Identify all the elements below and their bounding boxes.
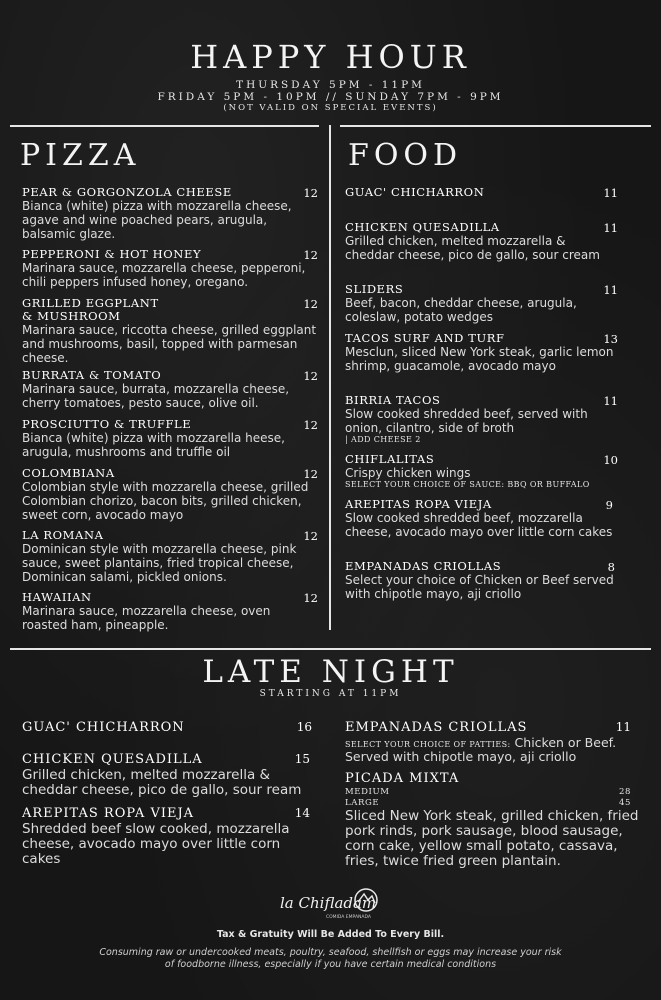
late-night-item-name: GUAC' CHICHARRON — [22, 720, 185, 735]
logo-icon — [278, 886, 382, 922]
food-item-addon: | ADD CHEESE 2 — [345, 435, 421, 444]
picada-size-label: LARGE — [345, 798, 380, 808]
late-night-item-name: EMPANADAS CRIOLLAS — [345, 720, 528, 735]
late-night-item-name: PICADA MIXTA — [345, 771, 460, 786]
pizza-section-title: PIZZA — [20, 138, 141, 173]
food-item-price: 11 — [603, 186, 618, 200]
food-item — [345, 498, 613, 539]
food-item-name: CHIFLALITAS — [345, 452, 435, 466]
food-safety-warning-line1: Consuming raw or undercooked meats, poultry, seafood, shellfish or eggs may increase your risk — [99, 947, 562, 958]
logo-tagline: COMIDA EMPANADA — [326, 915, 371, 920]
late-night-item — [22, 806, 310, 867]
food-item — [345, 560, 615, 601]
pizza-item-desc: Dominican style with mozzarella cheese, pink sauce, sweet plantains, fried tropical cheese, Dominican salami, pickled onions. — [22, 542, 297, 584]
food-item — [345, 283, 618, 324]
food-item-desc: Grilled chicken, melted mozzarella & cheddar cheese, pico de gallo, sour cream — [345, 234, 600, 262]
pizza-item-price: 12 — [303, 248, 318, 262]
pizza-item-name: BURRATA & TOMATO — [22, 368, 162, 382]
late-night-item-name: CHICKEN QUESADILLA — [22, 752, 203, 767]
logo-text: la Chifladam — [280, 894, 377, 912]
happy-hour-title: HAPPY HOUR — [190, 38, 471, 76]
pizza-item-desc: Marinara sauce, mozzarella cheese, pepperoni, chili peppers infused honey, oregano. — [22, 261, 306, 289]
food-section-title: FOOD — [348, 138, 463, 173]
late-night-item — [22, 752, 312, 798]
pizza-item-desc: Colombian style with mozzarella cheese, grilled Colombian chorizo, bacon bits, grilled chicken, sweet corn, avocado mayo — [22, 480, 309, 522]
pizza-item — [22, 467, 318, 522]
food-item — [345, 332, 618, 373]
happy-hour-disclaimer: (NOT VALID ON SPECIAL EVENTS) — [223, 103, 438, 113]
late-night-subtitle: STARTING AT 11PM — [259, 689, 402, 699]
food-item-price: 10 — [603, 453, 618, 467]
food-item-desc: Mesclun, sliced New York steak, garlic lemon shrimp, guacamole, avocado mayo — [345, 345, 614, 373]
food-item-price: 8 — [607, 560, 615, 574]
food-item-name: BIRRIA TACOS — [345, 393, 441, 407]
food-item-price: 11 — [603, 283, 618, 297]
pizza-item-name: PEPPERONI & HOT HONEY — [22, 247, 202, 261]
pizza-item — [22, 369, 318, 410]
pizza-item — [22, 529, 318, 584]
food-item-name: AREPITAS ROPA VIEJA — [345, 497, 492, 511]
late-night-item — [22, 720, 312, 736]
late-night-item-desc: Grilled chicken, melted mozzarella & cheddar cheese, pico de gallo, sour ream — [22, 767, 302, 798]
pizza-item-price: 12 — [303, 369, 318, 383]
pizza-item-price: 12 — [303, 529, 318, 543]
divider-top-left — [10, 125, 319, 127]
pizza-item-price: 12 — [303, 591, 318, 605]
food-item-desc: Select your choice of Chicken or Beef served with chipotle mayo, aji criollo — [345, 573, 614, 601]
pizza-item — [22, 591, 318, 632]
happy-hour-hours-line1: THURSDAY 5PM - 11PM — [236, 79, 425, 91]
pizza-item-desc: Bianca (white) pizza with mozzarella cheese, agave and wine poached pears, arugula, balsamic glaze. — [22, 199, 292, 241]
food-item-desc: Beef, bacon, cheddar cheese, arugula, coleslaw, potato wedges — [345, 296, 577, 324]
pizza-item — [22, 186, 318, 241]
picada-size-large — [345, 798, 631, 809]
late-night-item — [345, 771, 639, 869]
late-night-patties-desc: Chicken or Beef. Served with chipotle mayo, aji criollo — [345, 735, 617, 764]
food-safety-warning-line2: of foodborne illness, especially if you have certain medical conditions — [164, 959, 497, 970]
pizza-item-name: HAWAIIAN — [22, 590, 92, 604]
tax-notice: Tax & Gratuity Will Be Added To Every Bill. — [216, 929, 445, 940]
food-item-name: SLIDERS — [345, 282, 404, 296]
pizza-item-price: 12 — [303, 186, 318, 200]
divider-late-night — [10, 648, 651, 650]
pizza-item-price: 12 — [303, 297, 318, 311]
food-item-price: 9 — [605, 498, 613, 512]
divider-vertical — [329, 125, 331, 630]
late-night-item — [345, 720, 631, 764]
food-item — [345, 394, 618, 445]
pizza-item-desc: Marinara sauce, burrata, mozzarella cheese, cherry tomatoes, pesto sauce, olive oil. — [22, 382, 290, 410]
pizza-item-name: LA ROMANA — [22, 528, 104, 542]
pizza-item-name: GRILLED EGGPLANT & MUSHROOM — [22, 296, 159, 323]
pizza-item-desc: Marinara sauce, mozzarella cheese, oven roasted ham, pineapple. — [22, 604, 271, 632]
picada-size-price: 45 — [618, 798, 631, 808]
food-item-name: CHICKEN QUESADILLA — [345, 220, 500, 234]
late-night-item-price: 11 — [615, 720, 631, 734]
late-night-item-desc: Sliced New York steak, grilled chicken, fried pork rinds, pork sausage, blood sausage, corn cake, yellow small potato, cassava, fries, twice fried green plantain. — [345, 808, 639, 869]
pizza-item-price: 12 — [303, 418, 318, 432]
late-night-patties-note: SELECT YOUR CHOICE OF PATTIES: — [345, 740, 511, 749]
pizza-item — [22, 418, 318, 459]
pizza-item-desc: Marinara sauce, riccotta cheese, grilled eggplant and mushrooms, basil, topped with parmesan cheese. — [22, 323, 317, 365]
food-item-desc: Crispy chicken wings — [345, 466, 471, 480]
late-night-item-price: 15 — [294, 752, 310, 766]
late-night-title: LATE NIGHT — [202, 654, 459, 690]
pizza-item — [22, 248, 318, 289]
late-night-item-desc — [345, 736, 631, 764]
food-item-desc: Slow cooked shredded beef, mozzarella cheese, avocado mayo over little corn cakes — [345, 511, 613, 539]
pizza-item-name: PROSCIUTTO & TRUFFLE — [22, 417, 192, 431]
picada-size-medium — [345, 787, 631, 798]
food-item-name: TACOS SURF AND TURF — [345, 331, 505, 345]
divider-top-right — [340, 125, 651, 127]
food-item — [345, 453, 618, 490]
late-night-item-price: 16 — [296, 720, 312, 734]
food-item-price: 11 — [603, 221, 618, 235]
pizza-item-name: COLOMBIANA — [22, 466, 115, 480]
pizza-item-price: 12 — [303, 467, 318, 481]
food-item-price: 13 — [603, 332, 618, 346]
late-night-item-price: 14 — [294, 806, 310, 820]
food-item-desc: Slow cooked shredded beef, served with onion, cilantro, side of broth — [345, 407, 588, 435]
restaurant-logo — [278, 886, 382, 922]
picada-size-price: 28 — [618, 787, 631, 797]
happy-hour-hours-line2: FRIDAY 5PM - 10PM // SUNDAY 7PM - 9PM — [157, 91, 504, 103]
pizza-item-name: PEAR & GORGONZOLA CHEESE — [22, 185, 232, 199]
pizza-item-desc: Bianca (white) pizza with mozzarella heese, arugula, mushrooms and truffle oil — [22, 431, 285, 459]
food-item-name: GUAC' CHICHARRON — [345, 185, 485, 199]
food-item-sauce-note: SELECT YOUR CHOICE OF SAUCE: BBQ OR BUFFALO — [345, 480, 590, 489]
food-item — [345, 186, 618, 199]
pizza-item — [22, 297, 318, 365]
late-night-item-desc: Shredded beef slow cooked, mozzarella cheese, avocado mayo over little corn cakes — [22, 821, 290, 867]
late-night-item-name: AREPITAS ROPA VIEJA — [22, 806, 195, 821]
food-item — [345, 221, 618, 262]
food-item-price: 11 — [603, 394, 618, 408]
food-item-name: EMPANADAS CRIOLLAS — [345, 559, 502, 573]
picada-size-label: MEDIUM — [345, 787, 390, 797]
